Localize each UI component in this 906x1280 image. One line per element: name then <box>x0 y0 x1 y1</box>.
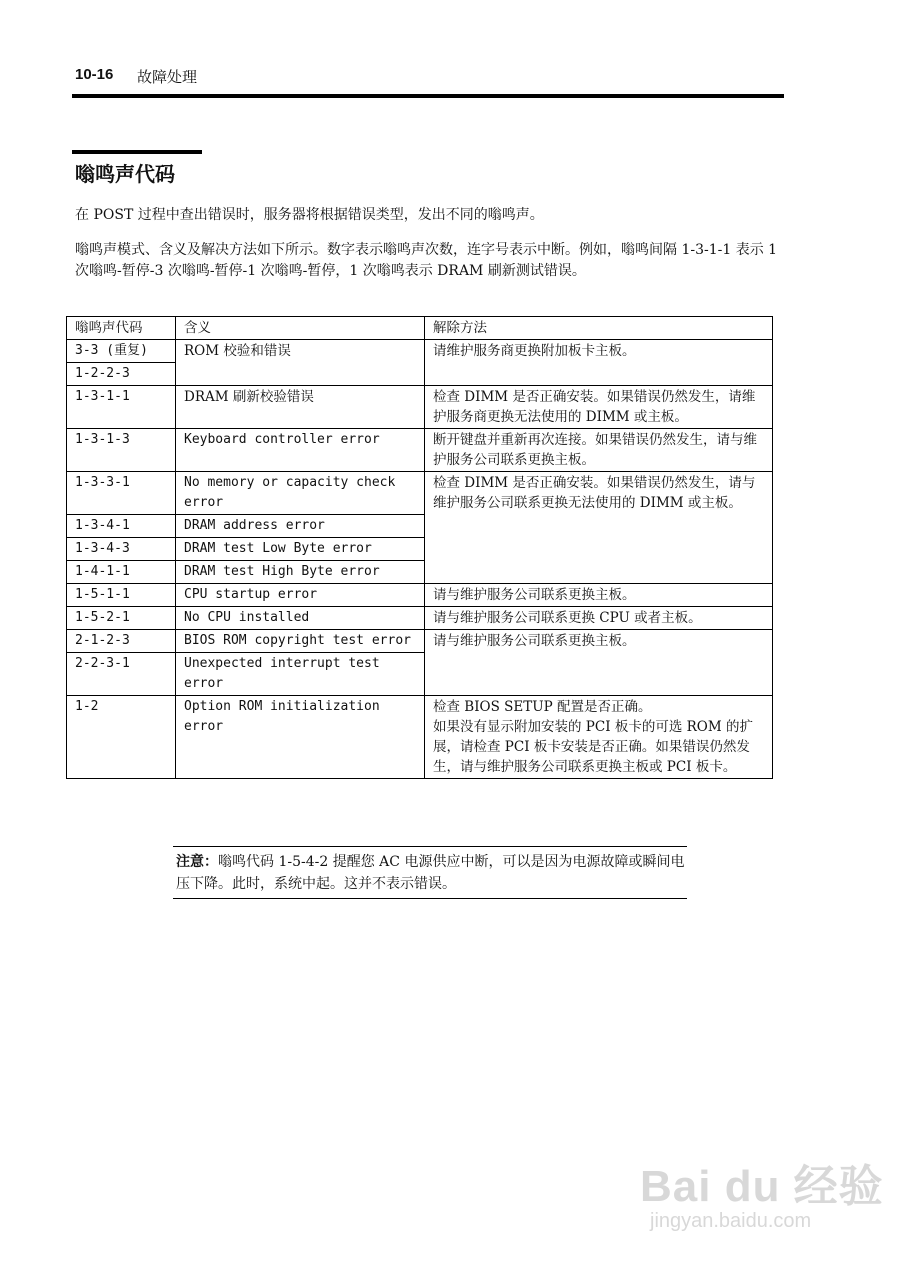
table-header-row <box>67 317 773 340</box>
solution-cell: 请与维护服务公司联系更换 CPU 或者主板。 <box>425 607 773 630</box>
solution-line: 如果没有显示附加安装的 PCI 板卡的可选 ROM 的扩展，请检查 PCI 板卡安装是否正确。如果错误仍然发生，请与维护服务公司联系更换主板或 PCI 板卡。 <box>433 719 753 775</box>
meaning-cell: Unexpected interrupt test error <box>176 653 425 696</box>
meaning-cell: No CPU installed <box>176 607 425 630</box>
meaning-cell: Option ROM initialization error <box>176 696 425 779</box>
table-row <box>67 630 773 653</box>
table-row <box>67 340 773 363</box>
table-row <box>67 607 773 630</box>
code-cell: 1-2 <box>67 696 176 779</box>
code-cell: 1-3-4-1 <box>67 515 176 538</box>
meaning-cell: DRAM test High Byte error <box>176 561 425 584</box>
code-cell: 1-2-2-3 <box>67 363 176 386</box>
meaning-cell: Keyboard controller error <box>176 429 425 472</box>
code-cell: 1-3-3-1 <box>67 472 176 515</box>
chapter-title: 故障处理 <box>137 68 198 86</box>
header-code: 嗡鸣声代码 <box>67 317 176 340</box>
solution-cell <box>425 696 773 779</box>
table-row <box>67 584 773 607</box>
code-cell: 2-2-3-1 <box>67 653 176 696</box>
section-title: 嗡鸣声代码 <box>75 162 175 186</box>
meaning-cell: ROM 校验和错误 <box>176 340 425 386</box>
intro-paragraph-1: 在 POST 过程中查出错误时，服务器将根据错误类型，发出不同的嗡鸣声。 <box>75 207 544 223</box>
meaning-cell: DRAM address error <box>176 515 425 538</box>
watermark-url: jingyan.baidu.com <box>650 1210 812 1232</box>
solution-cell: 请与维护服务公司联系更换主板。 <box>425 630 773 696</box>
page-number: 10-16 <box>75 66 114 83</box>
note-text: 嗡鸣代码 1-5-4-2 提醒您 AC 电源供应中断，可以是因为电源故障或瞬间电压下降。此时，系统中起。这并不表示错误。 <box>176 854 685 892</box>
solution-cell: 请维护服务商更换附加板卡主板。 <box>425 340 773 386</box>
table-row <box>67 429 773 472</box>
code-cell: 1-4-1-1 <box>67 561 176 584</box>
intro-paragraph-2: 嗡鸣声模式、含义及解决方法如下所示。数字表示嗡鸣声次数，连字号表示中断。例如，嗡鸣间隔 1-3-1-1 表示 1 次嗡鸣-暂停-3 次嗡鸣-暂停-1 次嗡鸣-暂停，1 次嗡鸣表示 DRAM 刷新测试错误。 <box>75 242 778 279</box>
code-cell: 1-5-2-1 <box>67 607 176 630</box>
solution-cell: 断开键盘并重新再次连接。如果错误仍然发生，请与维护服务公司联系更换主板。 <box>425 429 773 472</box>
note-label: 注意： <box>176 854 218 870</box>
meaning-cell: DRAM test Low Byte error <box>176 538 425 561</box>
solution-line: 检查 BIOS SETUP 配置是否正确。 <box>433 699 652 715</box>
code-cell: 1-3-1-1 <box>67 386 176 429</box>
header-solution: 解除方法 <box>425 317 773 340</box>
table-row <box>67 696 773 779</box>
section-title-bar <box>72 150 202 154</box>
code-cell: 1-3-1-3 <box>67 429 176 472</box>
meaning-cell: CPU startup error <box>176 584 425 607</box>
solution-cell: 检查 DIMM 是否正确安装。如果错误仍然发生，请与维护服务公司联系更换无法使用的 DIMM 或主板。 <box>425 472 773 584</box>
solution-cell: 请与维护服务公司联系更换主板。 <box>425 584 773 607</box>
code-cell: 3-3 (重复) <box>67 340 176 363</box>
beep-code-table <box>66 316 773 779</box>
table-row <box>67 472 773 515</box>
header-meaning: 含义 <box>176 317 425 340</box>
meaning-cell: No memory or capacity check error <box>176 472 425 515</box>
solution-cell: 检查 DIMM 是否正确安装。如果错误仍然发生，请维护服务商更换无法使用的 DIMM 或主板。 <box>425 386 773 429</box>
header-divider <box>72 94 784 98</box>
watermark-logo: Bai du 经验 <box>640 1162 884 1211</box>
code-cell: 1-3-4-3 <box>67 538 176 561</box>
code-cell: 2-1-2-3 <box>67 630 176 653</box>
baidu-watermark <box>640 1150 884 1233</box>
meaning-cell: BIOS ROM copyright test error <box>176 630 425 653</box>
code-cell: 1-5-1-1 <box>67 584 176 607</box>
meaning-cell: DRAM 刷新校验错误 <box>176 386 425 429</box>
table-row <box>67 386 773 429</box>
note-box <box>173 846 687 899</box>
